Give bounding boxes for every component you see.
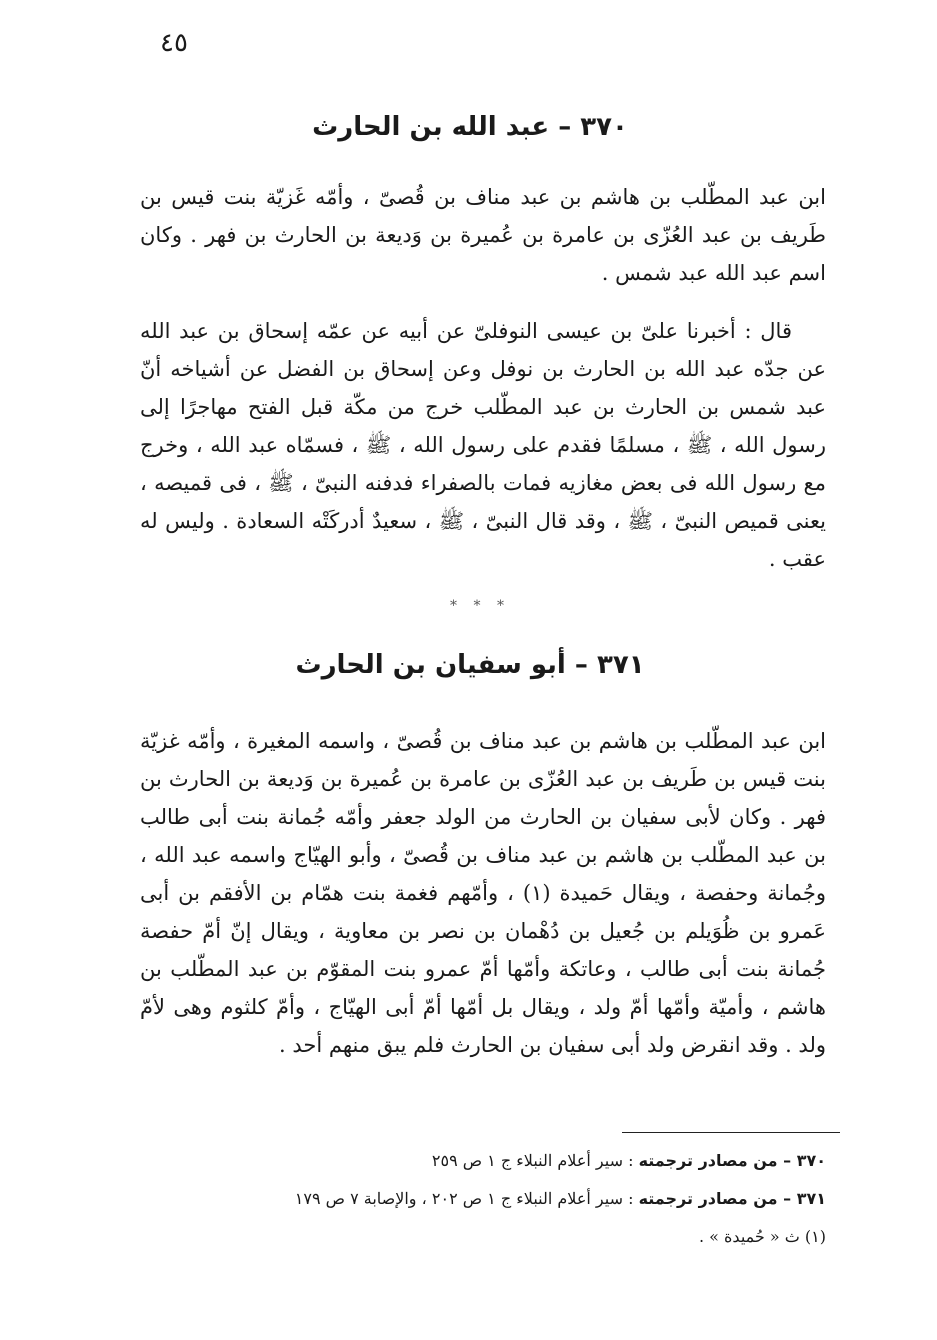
footnote-370 xyxy=(140,1150,826,1172)
footnote-371 xyxy=(140,1188,826,1210)
footnote-371-text: : سير أعلام النبلاء ج ١ ص ٢٠٢ ، والإصابة ٧ ص ١٧٩ xyxy=(294,1189,639,1208)
footnote-divider xyxy=(622,1132,840,1133)
footnote-370-label: ٣٧٠ – من مصادر ترجمته xyxy=(638,1151,826,1170)
entry-370-paragraph-1: ابن عبد المطّلب بن هاشم بن عبد مناف بن قُصىّ ، وأمّه غَزيّة بنت قيس بن طَريف بن عبد العُزّى بن عامرة بن عُميرة بن وَديعة بن الحارث بن فهر . وكان اسم عبد الله عبد شمس . xyxy=(140,185,826,285)
footnote-371-label: ٣٧١ – من مصادر ترجمته xyxy=(638,1189,826,1208)
footnote-1: (١) ث « حُميدة » . xyxy=(699,1227,826,1246)
page-number: ٤٥ xyxy=(160,28,188,58)
entry-370-heading: ٣٧٠ – عبد الله بن الحارث xyxy=(312,112,628,142)
footnote-370-text: : سير أعلام النبلاء ج ١ ص ٢٥٩ xyxy=(431,1151,639,1170)
section-separator: * * * xyxy=(450,598,510,614)
entry-371-heading: ٣٧١ – أبو سفيان بن الحارث xyxy=(295,650,645,680)
entry-370-paragraph-2: قال : أخبرنا علىّ بن عيسى النوفلىّ عن أبيه عن عمّه إسحاق بن عبد الله عن جدّه عبد الله بن الحارث بن نوفل وعن إسحاق بن الفضل عن أشياخه أنّ عبد شمس بن الحارث بن عبد المطّلب خرج من مكّة قبل الفتح مهاجرًا إلى رسول الله ، ﷺ ، مسلمًا فقدم على رسول الله ، ﷺ ، فسمّاه عبد الله ، وخرج مع رسول الله فى بعض مغازيه فمات بالصفراء فدفنه النبىّ ، ﷺ ، فى قميصه ، يعنى قميص النبىّ ، ﷺ ، وقد قال النبىّ ، ﷺ ، سعيدٌ أدركَتْه السعادة . وليس له عقب . xyxy=(140,319,826,571)
entry-371-paragraph-1: ابن عبد المطّلب بن هاشم بن عبد مناف بن قُصىّ ، واسمه المغيرة ، وأمّه غزيّة بنت قيس بن طَريف بن عبد العُزّى بن عامرة بن عُميرة بن وَديعة بن الحارث بن فهر . وكان لأبى سفيان بن الحارث من الولد جعفر وأمّه جُمانة بنت أبى طالب بن عبد المطّلب بن هاشم بن عبد مناف بن قُصىّ ، وأبو الهيّاج واسمه عبد الله ، وجُمانة وحفصة ، ويقال حَميدة (١) ، وأمّهم فغمة بنت همّام بن الأفقم بن أبى عَمرو بن ظُوَيلم بن جُعيل بن دُهْمان بن نصر بن معاوية ، ويقال إنّ أمّ حفصة جُمانة بنت أبى طالب ، وعاتكة وأمّها أمّ عمرو بنت المقوّم بن عبد المطّلب بن هاشم ، وأميّة وأمّها أمّ ولد ، ويقال بل أمّها أمّ أبى الهيّاج ، وأمّ كلثوم وهى لأمّ ولد . وقد انقرض ولد أبى سفيان بن الحارث فلم يبق منهم أحد . xyxy=(140,729,827,1057)
